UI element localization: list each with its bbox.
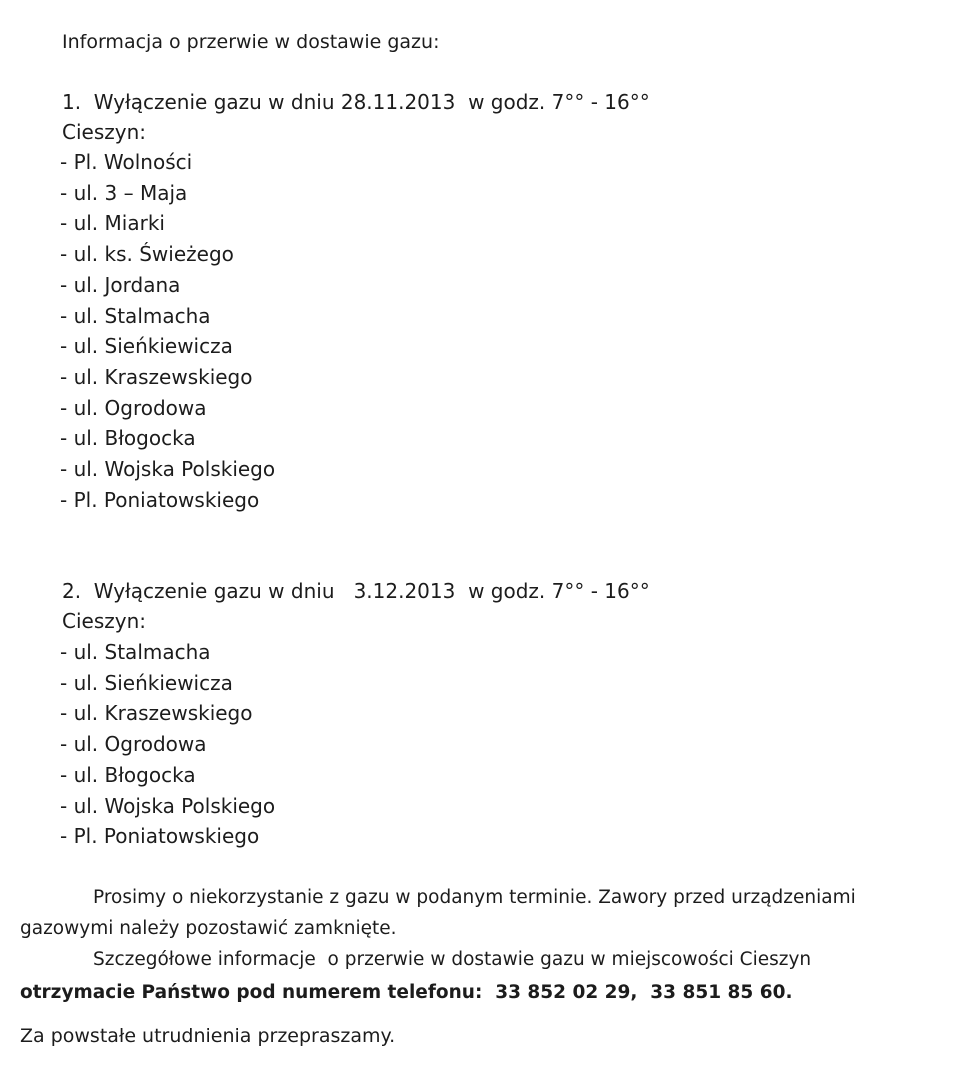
- street-item: - ul. Ogrodowa: [60, 395, 207, 420]
- section-1-street-list: [60, 147, 275, 515]
- apology-text: Za powstałe utrudnienia przepraszamy.: [20, 1025, 396, 1047]
- notice-line-1: Prosimy o niekorzystanie z gazu w podanym terminie. Zawory przed urządzeniami: [93, 887, 856, 908]
- notice-line-3: Szczegółowe informacje o przerwie w dostawie gazu w miejscowości Cieszyn: [93, 949, 812, 970]
- document-heading: Informacja o przerwie w dostawie gazu:: [62, 31, 440, 53]
- street-item: - ul. Błogocka: [60, 426, 196, 451]
- street-item: - Pl. Poniatowskiego: [60, 487, 260, 512]
- section-2-street-list: [60, 637, 275, 852]
- street-item: - ul. Ogrodowa: [60, 732, 207, 757]
- street-item: - ul. Kraszewskiego: [60, 364, 253, 389]
- street-item: - ul. Jordana: [60, 272, 181, 297]
- street-item: - ul. Błogocka: [60, 762, 196, 787]
- street-item: - ul. ks. Świeżego: [60, 242, 234, 267]
- street-item: - ul. Kraszewskiego: [60, 701, 253, 726]
- street-item: - ul. Stalmacha: [60, 303, 211, 328]
- notice-phone-line: otrzymacie Państwo pod numerem telefonu: 33 852 02 29, 33 851 85 60.: [20, 982, 793, 1003]
- street-item: - Pl. Poniatowskiego: [60, 824, 260, 849]
- section-2-title: 2. Wyłączenie gazu w dniu 3.12.2013 w godz. 7°° - 16°°: [62, 579, 650, 603]
- section-1-title: 1. Wyłączenie gazu w dniu 28.11.2013 w godz. 7°° - 16°°: [62, 90, 650, 114]
- street-item: - ul. Wojska Polskiego: [60, 457, 276, 482]
- section-1-city: Cieszyn:: [62, 120, 146, 144]
- section-2-city: Cieszyn:: [62, 609, 146, 633]
- street-item: - ul. Sieńkiewicza: [60, 334, 233, 359]
- street-item: - ul. Sieńkiewicza: [60, 670, 233, 695]
- street-item: - ul. Miarki: [60, 211, 165, 236]
- street-item: - Pl. Wolności: [60, 150, 193, 174]
- street-item: - ul. 3 – Maja: [60, 180, 188, 205]
- street-item: - ul. Stalmacha: [60, 640, 211, 664]
- notice-line-2: gazowymi należy pozostawić zamknięte.: [20, 918, 397, 939]
- street-item: - ul. Wojska Polskiego: [60, 793, 276, 818]
